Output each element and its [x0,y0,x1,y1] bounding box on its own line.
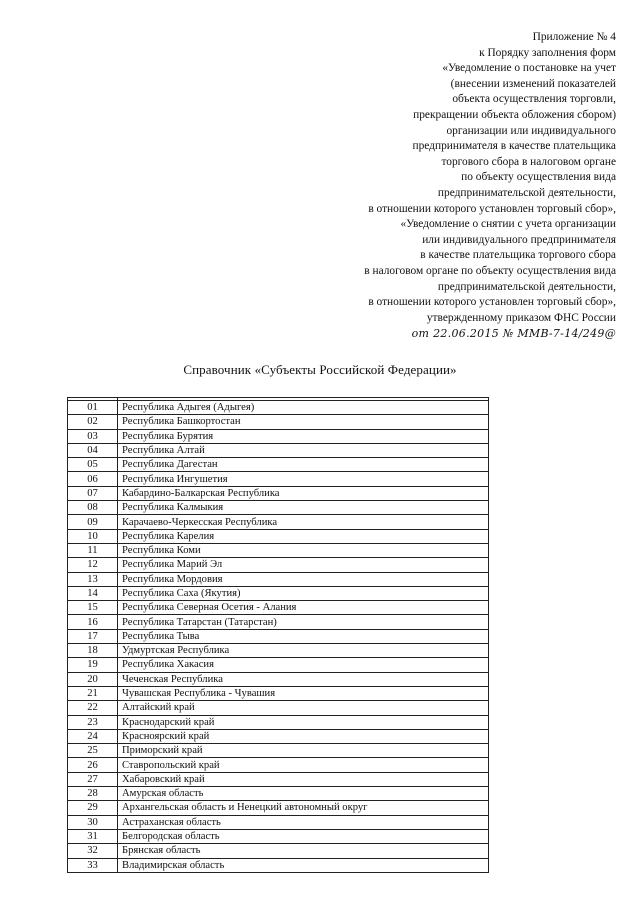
table-row [68,601,489,615]
region-code: 13 [68,572,118,586]
table-row [68,672,489,686]
table-row [68,515,489,529]
region-code: 22 [68,701,118,715]
header-line: объекта осуществления торговли, [452,93,616,106]
table-row [68,472,489,486]
header-line: по объекту осуществления вида [461,171,616,184]
region-name: Брянская область [118,844,489,858]
region-code: 14 [68,586,118,600]
region-code: 21 [68,686,118,700]
table-row [68,501,489,515]
region-code: 16 [68,615,118,629]
table-row [68,758,489,772]
region-name: Республика Хакасия [118,658,489,672]
table-row [68,558,489,572]
table-row [68,815,489,829]
region-code: 20 [68,672,118,686]
region-code: 31 [68,829,118,843]
region-code: 08 [68,501,118,515]
table-row [68,543,489,557]
table-row [68,415,489,429]
region-name: Карачаево-Черкесская Республика [118,515,489,529]
region-code: 23 [68,715,118,729]
region-name: Республика Бурятия [118,429,489,443]
region-code: 27 [68,772,118,786]
table-row [68,443,489,457]
header-line: «Уведомление о постановке на учет [442,62,616,75]
region-name: Республика Ингушетия [118,472,489,486]
region-code: 12 [68,558,118,572]
table-row [68,772,489,786]
region-code: 02 [68,415,118,429]
table-row [68,429,489,443]
header-line: предпринимательской деятельности, [437,186,616,199]
document-title: Справочник «Субъекты Российской Федерации» [183,362,457,377]
table-row [68,744,489,758]
region-name: Республика Марий Эл [118,558,489,572]
regions-table [67,397,489,873]
table-row [68,729,489,743]
region-code: 19 [68,658,118,672]
table-row [68,829,489,843]
region-name: Белгородская область [118,829,489,843]
region-name: Астраханская область [118,815,489,829]
region-name: Красноярский край [118,729,489,743]
region-code: 25 [68,744,118,758]
region-name: Приморский край [118,744,489,758]
region-code: 18 [68,644,118,658]
header-line: предпринимателя в качестве плательщика [412,140,616,153]
region-code: 15 [68,601,118,615]
region-code: 28 [68,787,118,801]
region-code: 24 [68,729,118,743]
table-row [68,686,489,700]
table-row [68,644,489,658]
region-code: 10 [68,529,118,543]
region-name: Краснодарский край [118,715,489,729]
region-name: Республика Коми [118,543,489,557]
region-name: Республика Тыва [118,629,489,643]
header-line: «Уведомление о снятии с учета организации [400,218,616,231]
region-code: 04 [68,443,118,457]
table-row [68,529,489,543]
region-code: 06 [68,472,118,486]
regions-table-body [68,398,489,873]
region-name: Хабаровский край [118,772,489,786]
header-line: (внесении изменений показателей [450,77,616,90]
region-code: 01 [68,401,118,415]
region-name: Республика Татарстан (Татарстан) [118,615,489,629]
table-row [68,486,489,500]
region-name: Республика Адыгея (Адыгея) [118,401,489,415]
header-line: торгового сбора в налоговом органе [441,155,616,168]
table-row [68,458,489,472]
region-name: Республика Башкортостан [118,415,489,429]
region-code: 17 [68,629,118,643]
region-name: Республика Алтай [118,443,489,457]
appendix-header [276,30,616,342]
table-row [68,844,489,858]
region-code: 29 [68,801,118,815]
header-line: предпринимательской деятельности, [437,280,616,293]
appendix-header-lines [276,30,616,326]
region-name: Республика Дагестан [118,458,489,472]
region-code: 07 [68,486,118,500]
region-name: Удмуртская Республика [118,644,489,658]
table-row [68,572,489,586]
region-code: 11 [68,543,118,557]
order-reference: от 22.06.2015 № ММВ-7-14/249@ [411,327,616,341]
region-name: Алтайский край [118,701,489,715]
table-row [68,801,489,815]
header-line: или индивидуального предпринимателя [422,233,616,246]
region-code: 33 [68,858,118,872]
region-name: Чеченская Республика [118,672,489,686]
table-row [68,858,489,872]
header-line: организации или индивидуального [446,124,616,137]
table-row [68,658,489,672]
header-line: в качестве плательщика торгового сбора [420,249,616,262]
header-line: утвержденному приказом ФНС России [426,311,616,324]
region-code: 03 [68,429,118,443]
region-name: Республика Калмыкия [118,501,489,515]
region-code: 09 [68,515,118,529]
region-name: Республика Саха (Якутия) [118,586,489,600]
table-row [68,586,489,600]
region-name: Республика Мордовия [118,572,489,586]
table-row [68,787,489,801]
region-code: 26 [68,758,118,772]
header-line: Приложение № 4 [532,31,616,43]
header-line: в отношении которого установлен торговый сбор», [368,202,616,215]
region-code: 32 [68,844,118,858]
region-name: Архангельская область и Ненецкий автономный округ [118,801,489,815]
table-row [68,615,489,629]
region-name: Ставропольский край [118,758,489,772]
region-code: 05 [68,458,118,472]
region-name: Республика Карелия [118,529,489,543]
table-row [68,715,489,729]
header-line: прекращении объекта обложения сбором) [413,108,616,121]
region-name: Владимирская область [118,858,489,872]
region-name: Чувашская Республика - Чувашия [118,686,489,700]
table-row [68,629,489,643]
table-row [68,401,489,415]
header-line: в отношении которого установлен торговый сбор», [368,296,616,309]
table-row [68,701,489,715]
region-code: 30 [68,815,118,829]
header-line: в налоговом органе по объекту осуществления вида [364,264,616,277]
region-name: Республика Северная Осетия - Алания [118,601,489,615]
header-line: к Порядку заполнения форм [479,46,616,59]
region-name: Амурская область [118,787,489,801]
region-name: Кабардино-Балкарская Республика [118,486,489,500]
